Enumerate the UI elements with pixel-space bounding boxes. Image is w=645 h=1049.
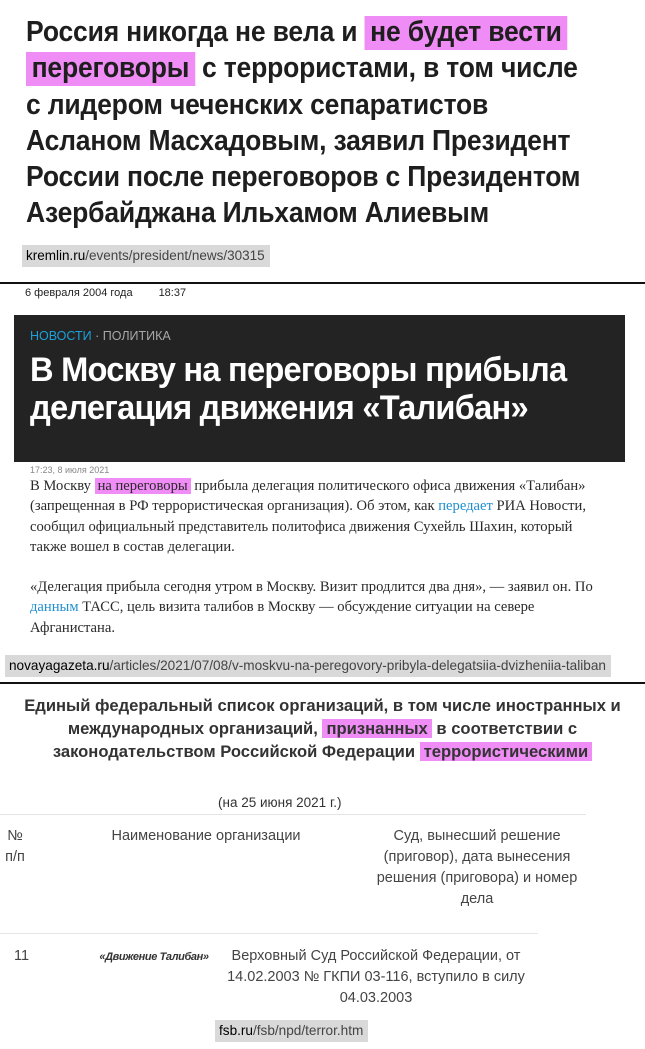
source-domain: kremlin.ru	[26, 248, 86, 263]
rubric-news-link[interactable]: НОВОСТИ	[30, 329, 92, 343]
source-url-novaya[interactable]	[5, 655, 611, 677]
date-text: 6 февраля 2004 года	[25, 287, 133, 299]
source-domain: fsb.ru	[219, 1023, 253, 1038]
p2-text-end: ТАСС, цель визита талибов в Москву — обсуждение ситуации на севере Афганистана.	[30, 599, 535, 636]
source-url-fsb[interactable]	[215, 1020, 368, 1042]
highlight-will-not-conduct: не будет вести	[365, 16, 568, 50]
highlight-negotiations: переговоры	[26, 52, 195, 86]
rubric-separator: ·	[91, 329, 103, 343]
paragraph-2	[30, 577, 598, 638]
kremlin-section	[0, 0, 645, 281]
link-dannym[interactable]: данным	[30, 599, 79, 616]
p2-text: «Делегация прибыла сегодня утром в Москву. Визит продлится два дня», — заявил он. По	[30, 579, 593, 596]
row-organization-name: «Движение Талибан»	[99, 951, 209, 963]
row-number: 11	[14, 948, 30, 964]
paragraph-1	[30, 476, 598, 557]
article-title: В Москву на переговоры прибыла делегация движения «Талибан»	[30, 351, 567, 427]
section-divider	[0, 282, 645, 284]
column-header-court: Суд, вынесший решение (приговор), дата вынесения решения (приговора) и номер дела	[376, 828, 578, 907]
list-date: (на 25 июня 2021 г.)	[218, 795, 342, 810]
list-title	[0, 694, 645, 763]
table-divider	[0, 814, 586, 815]
source-path: /articles/2021/07/08/v-moskvu-na-peregovory-pribyla-delegatsiia-dvizheniia-taliban	[109, 658, 606, 673]
quote-text-rest: с террористами, в том числе с лидером чеченских сепаратистов Асланом Масхадовым, заявил Президент России после переговоров с Президентом Азербайджана Ильхамом Алиевым	[26, 52, 581, 230]
kremlin-date-line	[25, 287, 212, 299]
highlight-recognized: признанных	[322, 719, 431, 738]
title-text-mid: в соответствии с законодательством Российской Федерации	[52, 719, 578, 761]
source-path: /fsb/npd/terror.htm	[253, 1023, 364, 1038]
row-court-decision: Верховный Суд Российской Федерации, от 14.02.2003 № ГКПИ 03-116, вступило в силу 04.03.2003	[227, 948, 525, 1006]
source-domain: novayagazeta.ru	[9, 658, 110, 673]
column-header-number: № п/п	[5, 828, 25, 865]
column-header-name: Наименование организации	[111, 828, 301, 844]
title-text: Единый федеральный список организаций, в том числе иностранных и международных организаций,	[24, 696, 621, 738]
source-path: /events/president/news/30315	[85, 248, 265, 263]
kremlin-quote	[26, 14, 584, 232]
article-header	[14, 315, 625, 462]
p1-text-end: РИА Новости, сообщил официальный представитель политофиса движения Сухейль Шахин, который также вошел в состав делегации.	[30, 498, 586, 555]
rubric-breadcrumb	[30, 329, 171, 343]
link-peredaet[interactable]: передает	[438, 498, 493, 515]
article-timestamp: 17:23, 8 июля 2021	[30, 465, 110, 475]
p1-text-mid: прибыла делегация политического офиса движения «Талибан» (запрещенная в РФ террористическая организация). Об этом, как	[30, 478, 586, 515]
p1-text: В Москву	[30, 478, 95, 494]
rubric-politics-link[interactable]: ПОЛИТИКА	[102, 329, 171, 343]
table-divider	[0, 933, 538, 934]
section-divider	[0, 682, 645, 684]
time-text: 18:37	[158, 287, 187, 299]
highlight-terrorist: террористическими	[420, 742, 593, 761]
article-body	[30, 476, 598, 658]
highlight-for-negotiations: на переговоры	[95, 478, 191, 494]
source-url-kremlin[interactable]	[22, 245, 270, 267]
quote-text: Россия никогда не вела и	[26, 16, 365, 48]
